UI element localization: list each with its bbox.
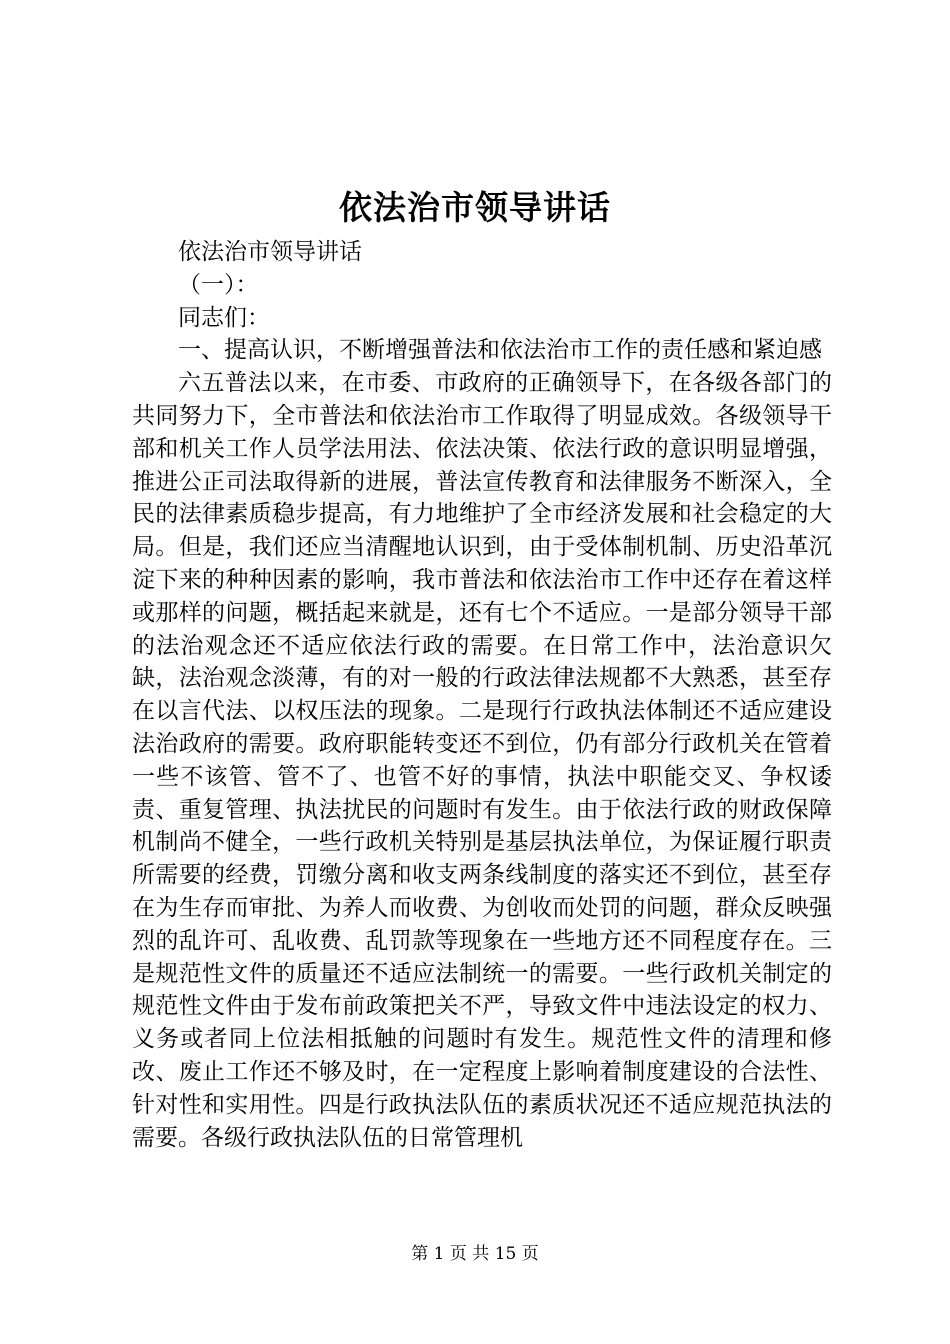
page-number-footer: 第 1 页 共 15 页 [411,1244,539,1264]
document-body [132,236,832,1154]
document-title: 依法治市领导讲话 [339,188,611,227]
body-paragraph-main: 六五普法以来，在市委、市政府的正确领导下，在各级各部门的共同努力下，全市普法和依法治市工作取得了明显成效。各级领导干部和机关工作人员学法用法、依法决策、依法行政的意识明显增强，推进公正司法取得新的进展，普法宣传教育和法律服务不断深入，全民的法律素质稳步提高，有力地维护了全市经济发展和社会稳定的大局。但是，我们还应当清醒地认识到，由于受体制机制、历史沿革沉淀下来的种种因素的影响，我市普法和依法治市工作中还存在着这样或那样的问题，概括起来就是，还有七个不适应。一是部分领导干部的法治观念还不适应依法行政的需要。在日常工作中，法治意识欠缺，法治观念淡薄，有的对一般的行政法律法规都不大熟悉，甚至存在以言代法、以权压法的现象。二是现行行政执法体制还不适应建设法治政府的需要。政府职能转变还不到位，仍有部分行政机关在管着一些不该管、管不了、也管不好的事情，执法中职能交叉、争权诿责、重复管理、执法扰民的问题时有发生。由于依法行政的财政保障机制尚不健全，一些行政机关特别是基层执法单位，为保证履行职责所需要的经费，罚缴分离和收支两条线制度的落实还不到位，甚至存在为生存而审批、为养人而收费、为创收而处罚的问题，群众反映强烈的乱许可、乱收费、乱罚款等现象在一些地方还不同程度存在。三是规范性文件的质量还不适应法制统一的需要。一些行政机关制定的规范性文件由于发布前政策把关不严，导致文件中违法设定的权力、义务或者同上位法相抵触的问题时有发生。规范性文件的清理和修改、废止工作还不够及时，在一定程度上影响着制度建设的合法性、针对性和实用性。四是行政执法队伍的素质状况还不适应规范执法的需要。各级行政执法队伍的日常管理机 [132,370,832,1151]
body-paragraph-heading-1: 一、提高认识，不断增强普法和依法治市工作的责任感和紧迫感 [178,337,822,364]
body-paragraph-salutation: 同志们： [178,304,270,331]
body-paragraph-section-marker: （一）： [178,271,259,298]
body-paragraph-subtitle: 依法治市领导讲话 [178,239,362,265]
